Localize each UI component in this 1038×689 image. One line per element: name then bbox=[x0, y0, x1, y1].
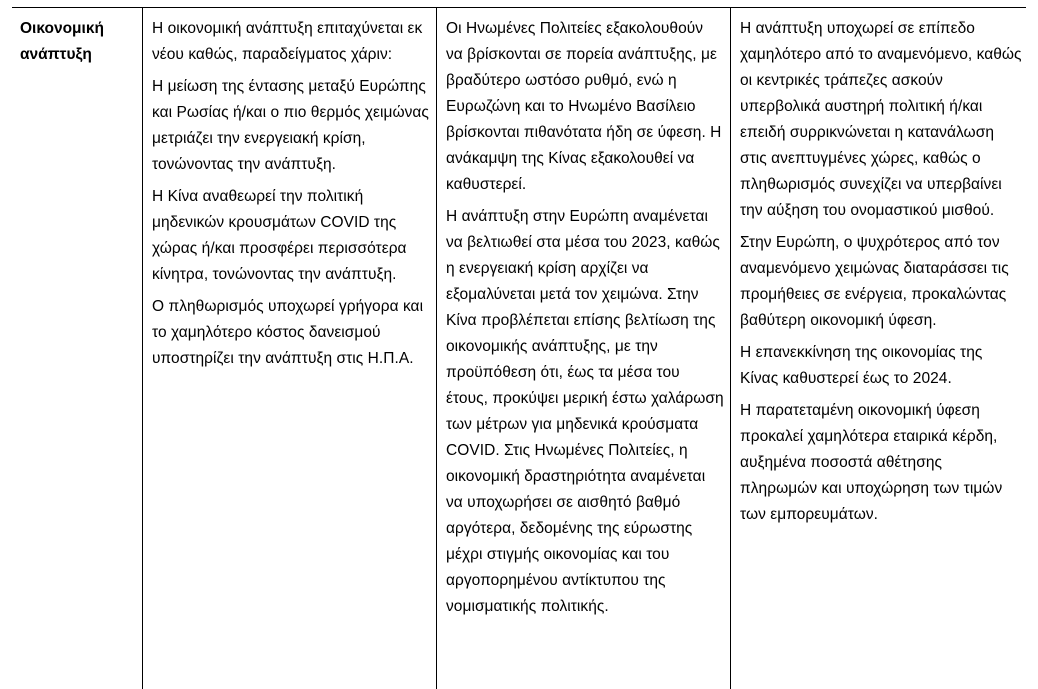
scenario-table bbox=[12, 7, 1026, 689]
cell-1-paragraph-3: Η Κίνα αναθεωρεί την πολιτική μηδενικών κρουσμάτων COVID της χώρας ή/και προσφέρει περισσότερα κίνητρα, τονώνοντας την ανάπτυξη. bbox=[152, 188, 407, 283]
cell-1-paragraph-2: Η μείωση της έντασης μεταξύ Ευρώπης και Ρωσίας ή/και ο πιο θερμός χειμώνας μετριάζει την ενεργειακή κρίση, τονώνοντας την ανάπτυξη. bbox=[152, 78, 429, 173]
row-title: Οικονομική ανάπτυξη bbox=[20, 20, 104, 63]
cell-2-paragraph-2: Η ανάπτυξη στην Ευρώπη αναμένεται να βελτιωθεί στα μέσα του 2023, καθώς η ενεργειακή κρίση αρχίζει να εξομαλύνεται μετά τον χειμώνα. Στην Κίνα προβλέπεται επίσης βελτίωση της οικονομικής ανάπτυξης, με την προϋπόθεση ότι, έως τα μέσα του έτους, προκύψει μερική έστω χαλάρωση των μέτρων για μηδενικά κρούσματα COVID. Στις Ηνωμένες Πολιτείες, η οικονομική δραστηριότητα αναμένεται να υποχωρήσει σε αισθητό βαθμό αργότερα, δεδομένης της εύρωστης μέχρι στιγμής οικονομίας και του αργοπορημένου αντίκτυπου της νομισματικής πολιτικής. bbox=[446, 208, 724, 615]
scenario-cell-2 bbox=[436, 8, 730, 689]
row-header-cell bbox=[12, 8, 142, 689]
cell-3-paragraph-3: Η επανεκκίνηση της οικονομίας της Κίνας καθυστερεί έως το 2024. bbox=[740, 344, 983, 387]
scenario-cell-1 bbox=[142, 8, 436, 689]
cell-1-paragraph-1: Η οικονομική ανάπτυξη επιταχύνεται εκ νέου καθώς, παραδείγματος χάριν: bbox=[152, 20, 423, 63]
cell-1-paragraph-4: Ο πληθωρισμός υποχωρεί γρήγορα και το χαμηλότερο κόστος δανεισμού υποστηρίζει την ανάπτυξη στις Η.Π.Α. bbox=[152, 298, 424, 367]
cell-3-paragraph-1: Η ανάπτυξη υποχωρεί σε επίπεδο χαμηλότερο από το αναμενόμενο, καθώς οι κεντρικές τράπεζες ασκούν υπερβολικά αυστηρή πολιτική ή/και επειδή συρρικνώνεται η κατανάλωση στις ανεπτυγμένες χώρες, καθώς ο πληθωρισμός συνεχίζει να υπερβαίνει την αύξηση του ονομαστικού μισθού. bbox=[740, 20, 1022, 219]
cell-3-paragraph-2: Στην Ευρώπη, ο ψυχρότερος από τον αναμενόμενο χειμώνας διαταράσσει τις προμήθειες σε ενέργεια, προκαλώντας βαθύτερη οικονομική ύφεση. bbox=[740, 234, 1009, 329]
cell-2-paragraph-1: Οι Ηνωμένες Πολιτείες εξακολουθούν να βρίσκονται σε πορεία ανάπτυξης, με βραδύτερο ωστόσο ρυθμό, ενώ η Ευρωζώνη και το Ηνωμένο Βασίλειο βρίσκονται πιθανότατα ήδη σε ύφεση. Η ανάκαμψη της Κίνας εξακολουθεί να καθυστερεί. bbox=[446, 20, 722, 193]
cell-3-paragraph-4: Η παρατεταμένη οικονομική ύφεση προκαλεί χαμηλότερα εταιρικά κέρδη, αυξημένα ποσοστά αθέτησης πληρωμών και υποχώρηση των τιμών των εμπορευμάτων. bbox=[740, 402, 1003, 523]
scenario-cell-3 bbox=[730, 8, 1026, 689]
